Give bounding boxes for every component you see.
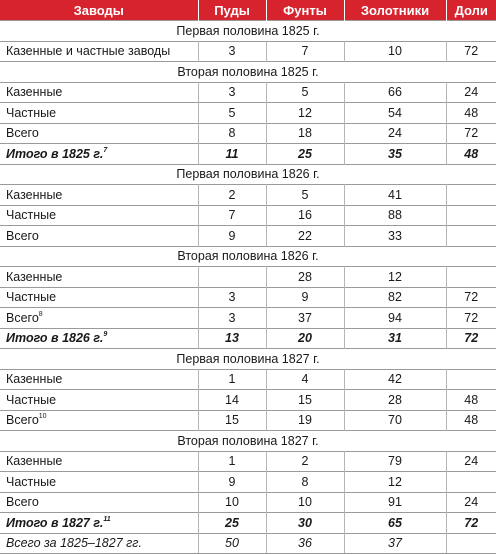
zolotniks-cell: 82 bbox=[344, 287, 446, 308]
row-label: Казенные и частные заводы bbox=[6, 44, 171, 59]
footnote-marker: 8 bbox=[38, 310, 43, 318]
table-row bbox=[0, 390, 496, 411]
doli-cell: 72 bbox=[446, 287, 496, 308]
row-label: Казенные bbox=[6, 187, 63, 202]
section-title: Первая половина 1825 г. bbox=[0, 21, 496, 42]
row-label-cell bbox=[0, 226, 198, 247]
doli-cell: 48 bbox=[446, 410, 496, 431]
table-row bbox=[0, 492, 496, 513]
header-doli: Доли bbox=[446, 0, 496, 21]
section-title: Вторая половина 1826 г. bbox=[0, 246, 496, 267]
zolotniks-cell: 41 bbox=[344, 185, 446, 206]
zolotniks-cell: 91 bbox=[344, 492, 446, 513]
row-label: Всего bbox=[6, 310, 39, 325]
pounds-cell: 4 bbox=[266, 369, 344, 390]
doli-cell: 72 bbox=[446, 123, 496, 144]
doli-cell: 48 bbox=[446, 103, 496, 124]
row-label-cell bbox=[0, 451, 198, 472]
section-header-row bbox=[0, 62, 496, 83]
footnote-marker: 10 bbox=[38, 413, 47, 421]
poods-cell: 15 bbox=[198, 410, 266, 431]
pounds-cell: 22 bbox=[266, 226, 344, 247]
pounds-cell: 30 bbox=[266, 513, 344, 534]
poods-cell: 5 bbox=[198, 103, 266, 124]
total-row bbox=[0, 144, 496, 165]
doli-cell bbox=[446, 533, 496, 554]
pounds-cell: 25 bbox=[266, 144, 344, 165]
pounds-cell: 16 bbox=[266, 205, 344, 226]
row-label: Казенные bbox=[6, 454, 63, 469]
row-label-cell bbox=[0, 513, 198, 534]
poods-cell: 10 bbox=[198, 492, 266, 513]
row-label-cell bbox=[0, 533, 198, 554]
row-label: Всего bbox=[6, 228, 39, 243]
doli-cell bbox=[446, 267, 496, 288]
poods-cell: 13 bbox=[198, 328, 266, 349]
row-label: Частные bbox=[6, 208, 57, 223]
row-label-cell bbox=[0, 287, 198, 308]
doli-cell: 72 bbox=[446, 513, 496, 534]
row-label: Всего bbox=[6, 126, 39, 141]
row-label-cell bbox=[0, 123, 198, 144]
row-label-cell bbox=[0, 185, 198, 206]
doli-cell: 72 bbox=[446, 308, 496, 329]
pounds-cell: 5 bbox=[266, 82, 344, 103]
zolotniks-cell: 79 bbox=[344, 451, 446, 472]
section-header-row bbox=[0, 164, 496, 185]
row-label: Итого в 1827 г. bbox=[6, 515, 104, 530]
row-label: Частные bbox=[6, 290, 57, 305]
poods-cell: 3 bbox=[198, 287, 266, 308]
table-row bbox=[0, 287, 496, 308]
pounds-cell: 8 bbox=[266, 472, 344, 493]
poods-cell: 50 bbox=[198, 533, 266, 554]
zolotniks-cell: 88 bbox=[344, 205, 446, 226]
poods-cell: 9 bbox=[198, 472, 266, 493]
zolotniks-cell: 65 bbox=[344, 513, 446, 534]
zolotniks-cell: 35 bbox=[344, 144, 446, 165]
row-label: Казенные bbox=[6, 269, 63, 284]
zolotniks-cell: 37 bbox=[344, 533, 446, 554]
pounds-cell: 10 bbox=[266, 492, 344, 513]
table-row bbox=[0, 103, 496, 124]
table-row bbox=[0, 451, 496, 472]
footnote-marker: 11 bbox=[103, 515, 111, 523]
pounds-cell: 36 bbox=[266, 533, 344, 554]
zolotniks-cell: 70 bbox=[344, 410, 446, 431]
doli-cell: 24 bbox=[446, 451, 496, 472]
pounds-cell: 9 bbox=[266, 287, 344, 308]
zolotniks-cell: 28 bbox=[344, 390, 446, 411]
pounds-cell: 7 bbox=[266, 41, 344, 62]
zolotniks-cell: 10 bbox=[344, 41, 446, 62]
row-label: Казенные bbox=[6, 372, 63, 387]
poods-cell: 9 bbox=[198, 226, 266, 247]
row-label-cell bbox=[0, 492, 198, 513]
zolotniks-cell: 31 bbox=[344, 328, 446, 349]
poods-cell: 3 bbox=[198, 41, 266, 62]
total-row bbox=[0, 328, 496, 349]
zolotniks-cell: 24 bbox=[344, 123, 446, 144]
footnote-marker: 7 bbox=[103, 146, 108, 154]
pounds-cell: 19 bbox=[266, 410, 344, 431]
table-row bbox=[0, 185, 496, 206]
zolotniks-cell: 94 bbox=[344, 308, 446, 329]
row-label-cell bbox=[0, 390, 198, 411]
section-title: Вторая половина 1825 г. bbox=[0, 62, 496, 83]
zolotniks-cell: 66 bbox=[344, 82, 446, 103]
pounds-cell: 18 bbox=[266, 123, 344, 144]
table-row bbox=[0, 472, 496, 493]
row-label-cell bbox=[0, 308, 198, 329]
table-row bbox=[0, 410, 496, 431]
row-label: Всего bbox=[6, 413, 39, 428]
header-row bbox=[0, 0, 496, 21]
zolotniks-cell: 33 bbox=[344, 226, 446, 247]
header-zolotniks: Золотники bbox=[344, 0, 446, 21]
poods-cell: 3 bbox=[198, 308, 266, 329]
doli-cell bbox=[446, 369, 496, 390]
section-header-row bbox=[0, 431, 496, 452]
doli-cell bbox=[446, 472, 496, 493]
poods-cell: 2 bbox=[198, 185, 266, 206]
table-row bbox=[0, 267, 496, 288]
zolotniks-cell: 12 bbox=[344, 267, 446, 288]
doli-cell: 72 bbox=[446, 41, 496, 62]
row-label: Частные bbox=[6, 392, 57, 407]
row-label-cell bbox=[0, 328, 198, 349]
grand-total-row bbox=[0, 533, 496, 554]
row-label: Итого в 1825 г. bbox=[6, 146, 104, 161]
header-pounds: Фунты bbox=[266, 0, 344, 21]
footnote-marker: 9 bbox=[103, 331, 108, 339]
section-header-row bbox=[0, 349, 496, 370]
poods-cell: 8 bbox=[198, 123, 266, 144]
doli-cell bbox=[446, 185, 496, 206]
doli-cell: 48 bbox=[446, 144, 496, 165]
row-label-cell bbox=[0, 410, 198, 431]
row-label: Всего bbox=[6, 495, 39, 510]
poods-cell: 14 bbox=[198, 390, 266, 411]
poods-cell: 1 bbox=[198, 451, 266, 472]
poods-cell bbox=[198, 267, 266, 288]
table-row bbox=[0, 82, 496, 103]
zolotniks-cell: 42 bbox=[344, 369, 446, 390]
poods-cell: 11 bbox=[198, 144, 266, 165]
doli-cell: 24 bbox=[446, 82, 496, 103]
row-label-cell bbox=[0, 472, 198, 493]
row-label-cell bbox=[0, 41, 198, 62]
section-title: Первая половина 1827 г. bbox=[0, 349, 496, 370]
doli-cell: 72 bbox=[446, 328, 496, 349]
row-label: Казенные bbox=[6, 85, 63, 100]
row-label-cell bbox=[0, 267, 198, 288]
doli-cell: 48 bbox=[446, 390, 496, 411]
poods-cell: 1 bbox=[198, 369, 266, 390]
poods-cell: 25 bbox=[198, 513, 266, 534]
row-label: Всего за 1825–1827 гг. bbox=[6, 536, 142, 551]
pounds-cell: 20 bbox=[266, 328, 344, 349]
table-row bbox=[0, 123, 496, 144]
pounds-cell: 37 bbox=[266, 308, 344, 329]
pounds-cell: 28 bbox=[266, 267, 344, 288]
table-row bbox=[0, 226, 496, 247]
poods-cell: 7 bbox=[198, 205, 266, 226]
table-row bbox=[0, 308, 496, 329]
row-label: Частные bbox=[6, 105, 57, 120]
header-poods: Пуды bbox=[198, 0, 266, 21]
poods-cell: 3 bbox=[198, 82, 266, 103]
row-label-cell bbox=[0, 369, 198, 390]
row-label-cell bbox=[0, 82, 198, 103]
row-label: Частные bbox=[6, 474, 57, 489]
table-row bbox=[0, 369, 496, 390]
table-body bbox=[0, 21, 496, 554]
row-label: Итого в 1826 г. bbox=[6, 331, 104, 346]
section-header-row bbox=[0, 21, 496, 42]
section-header-row bbox=[0, 246, 496, 267]
doli-cell: 24 bbox=[446, 492, 496, 513]
doli-cell bbox=[446, 205, 496, 226]
pounds-cell: 5 bbox=[266, 185, 344, 206]
row-label-cell bbox=[0, 144, 198, 165]
pounds-cell: 12 bbox=[266, 103, 344, 124]
zolotniks-cell: 54 bbox=[344, 103, 446, 124]
zolotniks-cell: 12 bbox=[344, 472, 446, 493]
row-label-cell bbox=[0, 103, 198, 124]
pounds-cell: 2 bbox=[266, 451, 344, 472]
pounds-cell: 15 bbox=[266, 390, 344, 411]
header-factories: Заводы bbox=[0, 0, 198, 21]
row-label-cell bbox=[0, 205, 198, 226]
table-row bbox=[0, 41, 496, 62]
table-row bbox=[0, 205, 496, 226]
section-title: Вторая половина 1827 г. bbox=[0, 431, 496, 452]
doli-cell bbox=[446, 226, 496, 247]
section-title: Первая половина 1826 г. bbox=[0, 164, 496, 185]
total-row bbox=[0, 513, 496, 534]
